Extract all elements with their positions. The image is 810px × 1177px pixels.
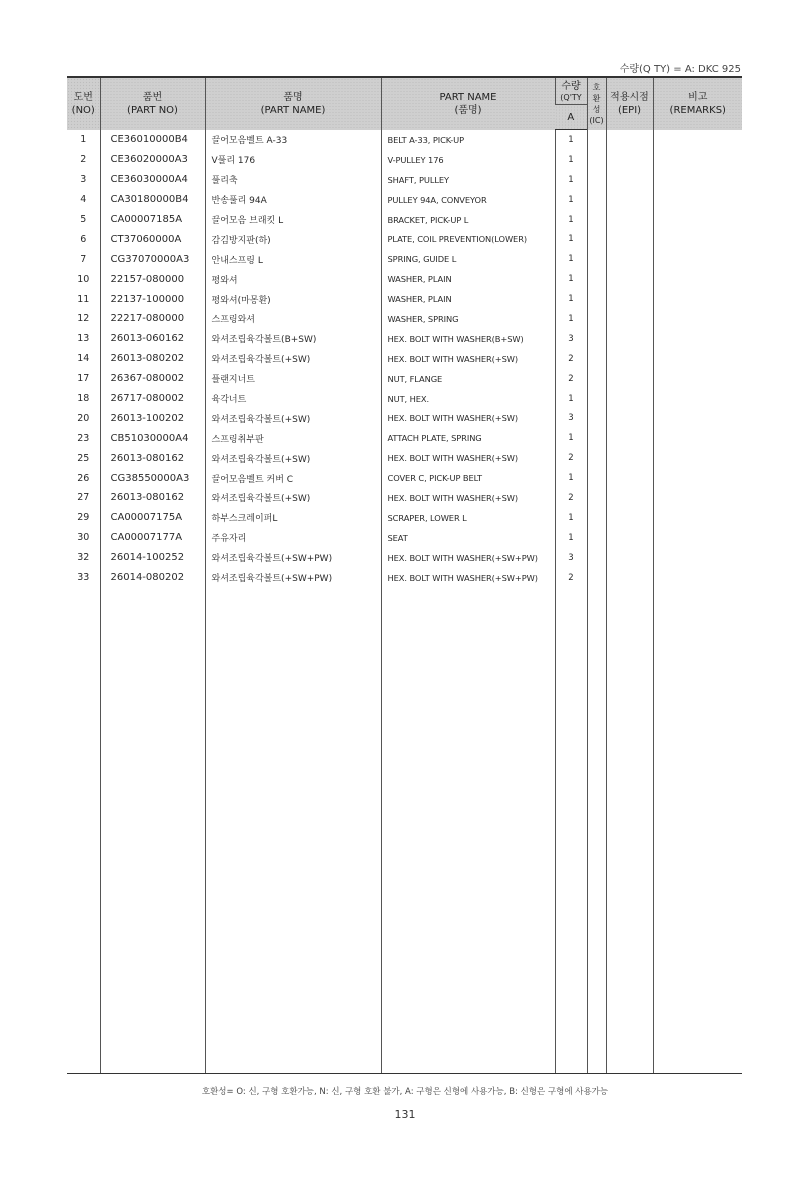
row-part-name-kr: 플랜지너트	[205, 369, 381, 389]
row-part-name-en: SCRAPER, LOWER L	[381, 508, 555, 528]
row-remarks	[653, 568, 742, 588]
row-no: 3	[80, 174, 87, 186]
row-no: 14	[77, 353, 90, 365]
table-row	[67, 389, 742, 409]
header-qty-a: A	[555, 105, 587, 130]
row-part-no: 26014-080202	[100, 568, 205, 588]
row-remarks	[653, 528, 742, 548]
table-row	[67, 249, 742, 269]
row-qty-a: 1	[555, 190, 587, 210]
row-remarks	[653, 269, 742, 289]
row-qty-a: 1	[555, 269, 587, 289]
table-row	[67, 508, 742, 528]
row-no: 30	[77, 532, 90, 544]
row-part-no: CB51030000A4	[100, 428, 205, 448]
row-epi	[606, 170, 653, 190]
row-remarks	[653, 210, 742, 230]
row-remarks	[653, 150, 742, 170]
row-part-name-kr: 와셔조립육각볼트(+SW+PW)	[205, 548, 381, 568]
row-epi	[606, 488, 653, 508]
row-no: 33	[77, 572, 90, 584]
row-qty-a: 1	[555, 309, 587, 329]
row-part-name-kr: 끌어모음벨트 A-33	[205, 130, 381, 150]
row-part-name-en: ATTACH PLATE, SPRING	[381, 428, 555, 448]
row-ic	[587, 190, 606, 210]
row-part-name-en: COVER C, PICK-UP BELT	[381, 468, 555, 488]
row-epi	[606, 428, 653, 448]
row-remarks	[653, 329, 742, 349]
row-qty-a: 1	[555, 229, 587, 249]
row-no: 27	[77, 492, 90, 504]
row-epi	[606, 150, 653, 170]
row-remarks	[653, 249, 742, 269]
row-part-no: 22157-080000	[100, 269, 205, 289]
row-part-name-kr: 평와셔	[205, 269, 381, 289]
row-part-name-kr: 와셔조립육각볼트(+SW)	[205, 408, 381, 428]
row-part-no: 26013-100202	[100, 408, 205, 428]
row-qty-a: 1	[555, 170, 587, 190]
row-part-no: 26717-080002	[100, 389, 205, 409]
row-part-no: CA00007185A	[100, 210, 205, 230]
row-part-name-en: WASHER, PLAIN	[381, 269, 555, 289]
row-ic	[587, 349, 606, 369]
row-ic	[587, 468, 606, 488]
row-no: 2	[80, 154, 87, 166]
table-row	[67, 210, 742, 230]
row-part-name-kr: 스프링취부판	[205, 428, 381, 448]
table-row	[67, 269, 742, 289]
row-ic	[587, 210, 606, 230]
table-filler-row	[67, 587, 742, 1074]
row-qty-a: 1	[555, 289, 587, 309]
row-ic	[587, 448, 606, 468]
row-no: 20	[77, 412, 90, 424]
row-part-name-kr: 와셔조립육각볼트(B+SW)	[205, 329, 381, 349]
row-part-name-kr: 와셔조립육각볼트(+SW)	[205, 488, 381, 508]
row-remarks	[653, 548, 742, 568]
row-part-name-en: HEX. BOLT WITH WASHER(B+SW)	[381, 329, 555, 349]
row-part-name-en: PULLEY 94A, CONVEYOR	[381, 190, 555, 210]
row-part-no: 26013-080162	[100, 448, 205, 468]
row-remarks	[653, 309, 742, 329]
row-ic	[587, 150, 606, 170]
row-remarks	[653, 130, 742, 150]
row-part-no: CE36020000A3	[100, 150, 205, 170]
row-part-name-kr: 와셔조립육각볼트(+SW+PW)	[205, 568, 381, 588]
header-remarks: 비고 (REMARKS)	[653, 77, 742, 130]
row-qty-a: 2	[555, 369, 587, 389]
row-epi	[606, 408, 653, 428]
row-part-name-kr: 하부스크레이퍼L	[205, 508, 381, 528]
row-epi	[606, 329, 653, 349]
compatibility-footnote: 호환성= O: 신, 구형 호환가능, N: 신, 구형 호환 불가, A: 구형은 신형에 사용가능, B: 신형은 구형에 사용가능	[201, 1087, 609, 1097]
row-ic	[587, 548, 606, 568]
row-part-name-kr: 주유자리	[205, 528, 381, 548]
row-part-name-kr: 평와셔(마몽환)	[205, 289, 381, 309]
table-row	[67, 369, 742, 389]
row-part-no: CT37060000A	[100, 229, 205, 249]
row-epi	[606, 448, 653, 468]
row-no: 5	[80, 214, 87, 225]
table-row	[67, 468, 742, 488]
row-part-name-kr: V풀리 176	[205, 150, 381, 170]
row-part-no: 22217-080000	[100, 309, 205, 329]
row-ic	[587, 408, 606, 428]
row-ic	[587, 289, 606, 309]
row-part-name-kr: 끌어모음벨트 커버 C	[205, 468, 381, 488]
header-part-name-en: PART NAME (품명)	[381, 77, 555, 130]
table-row	[67, 408, 742, 428]
row-part-name-en: HEX. BOLT WITH WASHER(+SW)	[381, 408, 555, 428]
row-no: 26	[77, 472, 90, 484]
row-part-name-en: SHAFT, PULLEY	[381, 170, 555, 190]
row-part-name-kr: 감김방지판(하)	[205, 229, 381, 249]
row-qty-a: 1	[555, 468, 587, 488]
table-row	[67, 528, 742, 548]
table-row	[67, 229, 742, 249]
row-epi	[606, 468, 653, 488]
row-part-name-en: BELT A-33, PICK-UP	[381, 130, 555, 150]
row-part-name-kr: 스프링와셔	[205, 309, 381, 329]
row-epi	[606, 508, 653, 528]
row-part-name-kr: 풀리축	[205, 170, 381, 190]
row-epi	[606, 269, 653, 289]
row-epi	[606, 130, 653, 150]
row-part-name-kr: 와셔조립육각볼트(+SW)	[205, 448, 381, 468]
row-qty-a: 2	[555, 488, 587, 508]
table-row	[67, 309, 742, 329]
row-part-name-en: WASHER, SPRING	[381, 309, 555, 329]
row-qty-a: 3	[555, 329, 587, 349]
row-part-name-en: V-PULLEY 176	[381, 150, 555, 170]
row-remarks	[653, 369, 742, 389]
table-row	[67, 329, 742, 349]
row-epi	[606, 190, 653, 210]
row-part-no: 26014-100252	[100, 548, 205, 568]
header-part-no: 품번 (PART NO)	[100, 77, 205, 130]
row-ic	[587, 428, 606, 448]
row-part-no: CA00007175A	[100, 508, 205, 528]
row-part-name-en: HEX. BOLT WITH WASHER(+SW+PW)	[381, 568, 555, 588]
row-qty-a: 1	[555, 528, 587, 548]
row-part-name-en: WASHER, PLAIN	[381, 289, 555, 309]
row-no: 29	[77, 512, 90, 524]
row-part-no: 26367-080002	[100, 369, 205, 389]
row-part-no: 26013-080162	[100, 488, 205, 508]
table-row	[67, 349, 742, 369]
row-remarks	[653, 289, 742, 309]
table-row	[67, 130, 742, 150]
row-part-name-en: NUT, FLANGE	[381, 369, 555, 389]
header-no: 도번 (NO)	[67, 77, 100, 130]
table-row	[67, 289, 742, 309]
row-epi	[606, 568, 653, 588]
row-ic	[587, 508, 606, 528]
header-epi: 적용시점 (EPI)	[606, 77, 653, 130]
row-qty-a: 1	[555, 130, 587, 150]
row-remarks	[653, 170, 742, 190]
row-remarks	[653, 349, 742, 369]
row-no: 4	[80, 194, 87, 206]
row-part-name-kr: 끌어모음 브래킷 L	[205, 210, 381, 230]
table-header	[67, 77, 742, 130]
row-qty-a: 1	[555, 249, 587, 269]
table-row	[67, 448, 742, 468]
row-no: 17	[77, 373, 90, 385]
row-qty-a: 3	[555, 548, 587, 568]
row-epi	[606, 229, 653, 249]
table-body	[67, 130, 742, 1074]
row-qty-a: 1	[555, 428, 587, 448]
header-ic: 호 환 성 (IC)	[587, 77, 606, 130]
row-no: 13	[77, 333, 90, 345]
row-qty-a: 2	[555, 568, 587, 588]
row-part-no: 26013-060162	[100, 329, 205, 349]
row-qty-a: 2	[555, 448, 587, 468]
row-ic	[587, 528, 606, 548]
row-epi	[606, 289, 653, 309]
qty-legend: 수량(Q TY) = A: DKC 925	[619, 64, 741, 75]
row-part-no: CA00007177A	[100, 528, 205, 548]
table-row	[67, 150, 742, 170]
row-part-name-en: SPRING, GUIDE L	[381, 249, 555, 269]
row-epi	[606, 249, 653, 269]
row-ic	[587, 269, 606, 289]
row-epi	[606, 309, 653, 329]
row-epi	[606, 389, 653, 409]
row-remarks	[653, 448, 742, 468]
parts-table	[67, 76, 742, 1074]
page-number: 131	[394, 1108, 416, 1121]
row-remarks	[653, 428, 742, 448]
row-remarks	[653, 408, 742, 428]
row-remarks	[653, 468, 742, 488]
row-epi	[606, 349, 653, 369]
row-part-no: 26013-080202	[100, 349, 205, 369]
row-part-no: CE36010000B4	[100, 130, 205, 150]
row-part-no: CE36030000A4	[100, 170, 205, 190]
row-part-name-en: HEX. BOLT WITH WASHER(+SW)	[381, 488, 555, 508]
row-no: 7	[80, 253, 87, 265]
row-ic	[587, 130, 606, 150]
row-qty-a: 1	[555, 150, 587, 170]
table-row	[67, 190, 742, 210]
row-part-no: 22137-100000	[100, 289, 205, 309]
row-ic	[587, 229, 606, 249]
row-ic	[587, 488, 606, 508]
row-ic	[587, 309, 606, 329]
row-part-name-kr: 안내스프링 L	[205, 249, 381, 269]
parts-sheet	[67, 76, 742, 1074]
row-remarks	[653, 190, 742, 210]
row-epi	[606, 548, 653, 568]
row-ic	[587, 329, 606, 349]
row-part-no: CA30180000B4	[100, 190, 205, 210]
table-row	[67, 548, 742, 568]
row-no: 6	[80, 233, 87, 245]
row-remarks	[653, 389, 742, 409]
row-ic	[587, 369, 606, 389]
row-qty-a: 3	[555, 408, 587, 428]
row-epi	[606, 369, 653, 389]
row-part-name-en: NUT, HEX.	[381, 389, 555, 409]
row-epi	[606, 528, 653, 548]
table-row	[67, 568, 742, 588]
row-no: 12	[77, 313, 90, 325]
row-part-no: CG38550000A3	[100, 468, 205, 488]
row-part-name-kr: 와셔조립육각볼트(+SW)	[205, 349, 381, 369]
row-remarks	[653, 488, 742, 508]
row-no: 23	[77, 432, 90, 444]
row-part-name-en: BRACKET, PICK-UP L	[381, 210, 555, 230]
row-remarks	[653, 229, 742, 249]
row-part-name-en: HEX. BOLT WITH WASHER(+SW+PW)	[381, 548, 555, 568]
row-no: 10	[77, 273, 90, 285]
row-ic	[587, 568, 606, 588]
table-row	[67, 428, 742, 448]
row-ic	[587, 389, 606, 409]
row-qty-a: 1	[555, 389, 587, 409]
row-qty-a: 1	[555, 210, 587, 230]
row-qty-a: 2	[555, 349, 587, 369]
row-part-name-en: PLATE, COIL PREVENTION(LOWER)	[381, 229, 555, 249]
row-part-name-en: HEX. BOLT WITH WASHER(+SW)	[381, 448, 555, 468]
row-ic	[587, 249, 606, 269]
table-row	[67, 488, 742, 508]
header-qty: 수량 (Q'TY	[555, 77, 587, 105]
table-row	[67, 170, 742, 190]
row-remarks	[653, 508, 742, 528]
row-part-name-kr: 육각너트	[205, 389, 381, 409]
row-no: 18	[77, 393, 90, 405]
row-no: 25	[77, 452, 90, 464]
row-no: 11	[77, 293, 90, 305]
row-epi	[606, 210, 653, 230]
header-part-name-kr: 품명 (PART NAME)	[205, 77, 381, 130]
row-ic	[587, 170, 606, 190]
row-no: 32	[77, 552, 90, 564]
row-part-name-kr: 반송풀리 94A	[205, 190, 381, 210]
row-no: 1	[80, 134, 87, 146]
row-part-no: CG37070000A3	[100, 249, 205, 269]
row-part-name-en: HEX. BOLT WITH WASHER(+SW)	[381, 349, 555, 369]
row-part-name-en: SEAT	[381, 528, 555, 548]
row-qty-a: 1	[555, 508, 587, 528]
